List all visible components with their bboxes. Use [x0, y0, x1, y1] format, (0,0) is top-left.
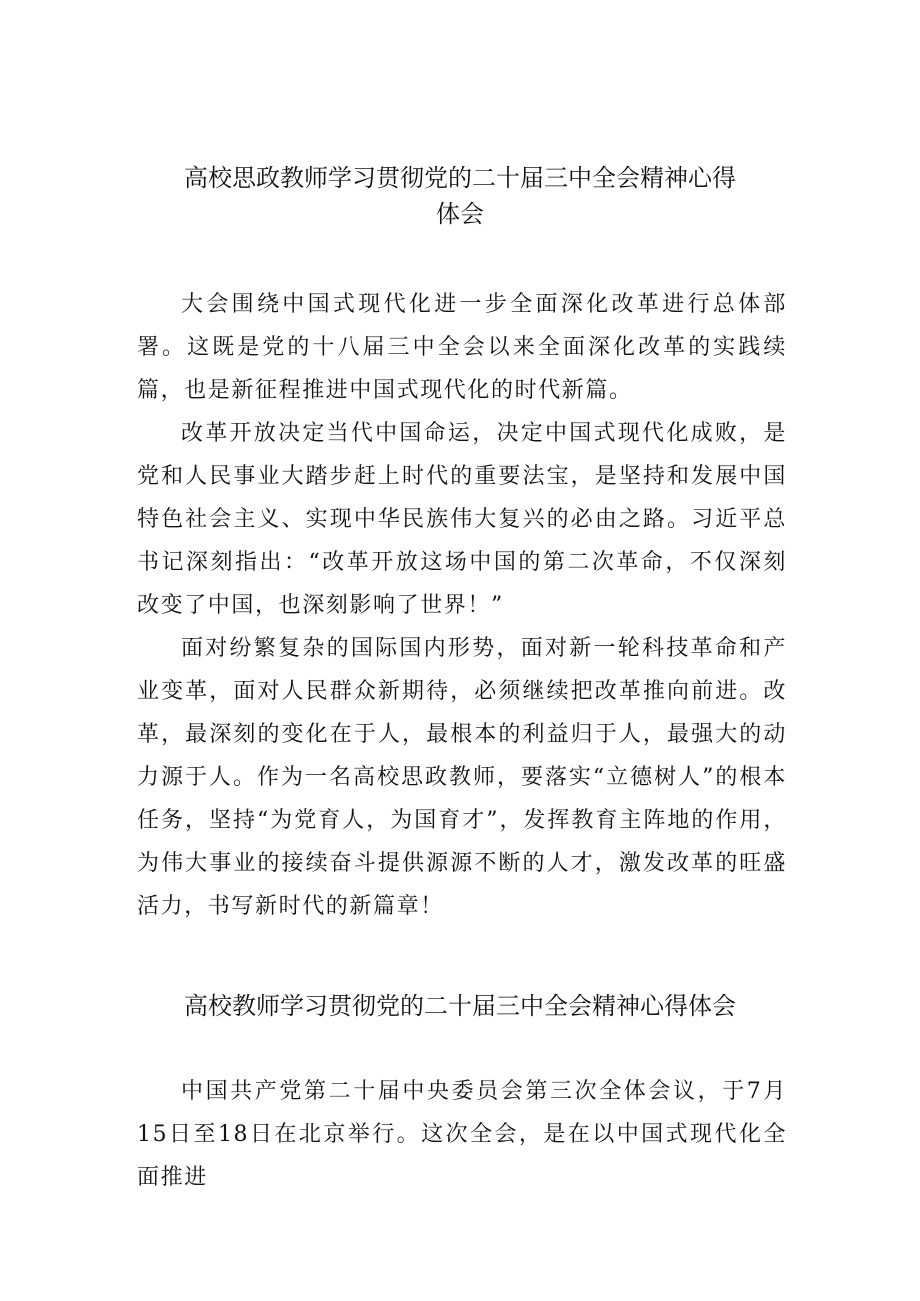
article-2-title: 高校教师学习贯彻党的二十届三中全会精神心得体会	[184, 992, 736, 1020]
article-2-body	[137, 1070, 787, 1199]
article-1-title-line-2: 体会	[436, 200, 484, 228]
article-2-paragraph-1: 中国共产党第二十届中央委员会第三次全体会议，于7月15日至18日在北京举行。这次全会，是在以中国式现代化全面推进	[137, 1079, 787, 1190]
article-1-paragraph-1: 大会围绕中国式现代化进一步全面深化改革进行总体部署。这既是党的十八届三中全会以来全面深化改革的实践续篇，也是新征程推进中国式现代化的时代新篇。	[137, 292, 787, 403]
article-1-body	[137, 283, 787, 928]
article-1-paragraph-3: 面对纷繁复杂的国际国内形势，面对新一轮科技革命和产业变革，面对人民群众新期待，必须继续把改革推向前进。改革，最深刻的变化在于人，最根本的利益归于人，最强大的动力源于人。作为一名高校思政教师，要落实“立德树人”的根本任务，坚持“为党育人，为国育才”，发挥教育主阵地的作用，为伟大事业的接续奋斗提供源源不断的人才，激发改革的旺盛活力，书写新时代的新篇章！	[137, 636, 787, 919]
article-1-paragraph-2: 改革开放决定当代中国命运，决定中国式现代化成败，是党和人民事业大踏步赶上时代的重要法宝，是坚持和发展中国特色社会主义、实现中华民族伟大复兴的必由之路。习近平总书记深刻指出：“改革开放这场中国的第二次革命，不仅深刻改变了中国，也深刻影响了世界！”	[137, 421, 787, 618]
article-1-title-line-1: 高校思政教师学习贯彻党的二十届三中全会精神心得	[184, 164, 736, 192]
article-1-title	[120, 160, 800, 232]
